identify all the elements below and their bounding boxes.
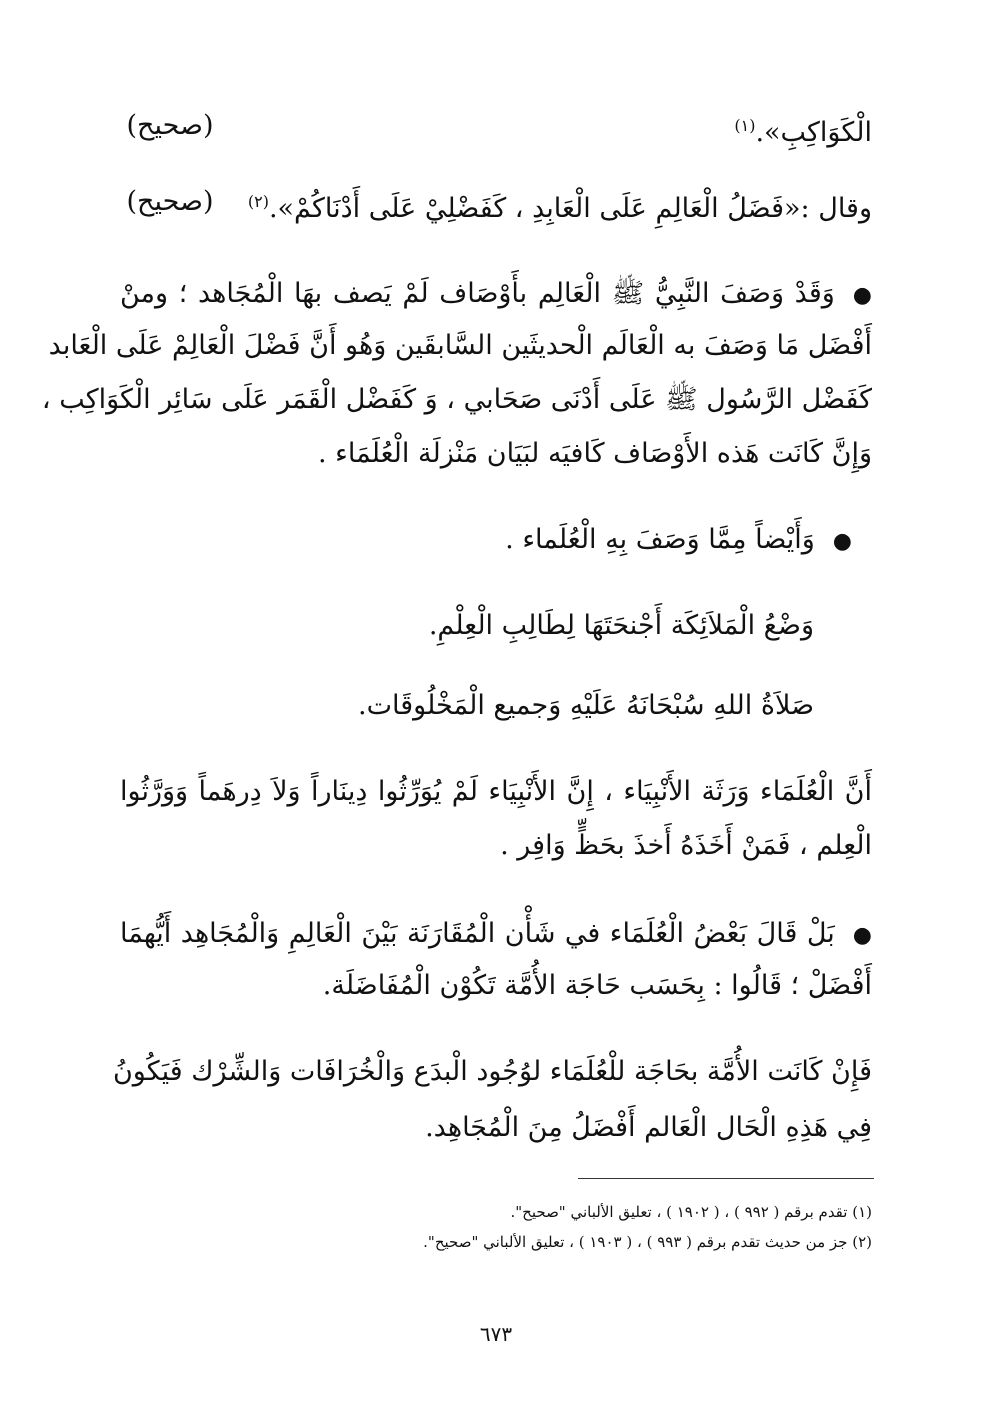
hadith-line-2-text: وقال :«فَضَلُ الْعَالِمِ عَلَى الْعَابِدِ ، كَفَضْلِيْ عَلَى أَدْنَاكُمْ». bbox=[268, 193, 872, 224]
footnote-1: (١) تقدم برقم ( ٩٩٢ ) ، ( ١٩٠٢ ) ، تعليق الألباني "صحيح". bbox=[510, 1203, 872, 1221]
footnote-2: (٢) جز من حديث تقدم برقم ( ٩٩٣ ) ، ( ١٩٠٣ ) ، تعليق الألباني "صحيح". bbox=[423, 1233, 872, 1251]
para2-line: ●وَأَيْضاً مِمَّا وَصَفَ بِهِ الْعُلَماء . bbox=[100, 520, 852, 562]
hadith-line-1-text: الْكَوَاكِبِ». bbox=[755, 117, 872, 148]
para5-line-1: فَإِنْ كَانَت الأُمَّة بحَاجَة للْعُلَمَاء لوُجُود الْبدَع وَالْخُرَافَات وَالشِّرْك فَيَكُونُ bbox=[112, 1056, 872, 1087]
bullet-icon: ● bbox=[852, 283, 872, 308]
para3-line-1: أَنَّ الْعُلَمَاء وَرَثَة الأَنْبِيَاء ، إِنَّ الأَنْبِيَاء لَمْ يُوَرِّثُوا دِينَاراً وَلاَ دِرهَماً وَوَرَّثُوا bbox=[120, 776, 872, 807]
bullet-icon: ● bbox=[852, 923, 872, 948]
para4-line-1: ●بَلْ قَالَ بَعْضُ الْعُلَمَاء في شَأْن الْمُقَارَنَة بَيْنَ الْعَالِمِ وَالْمُجَاهِد أَيُّهمَا bbox=[120, 914, 872, 956]
footnote-ref-2: (٢) bbox=[247, 192, 269, 211]
hadith-line-1 bbox=[120, 106, 872, 153]
footnote-separator bbox=[578, 1178, 874, 1179]
grade-label-2: (صحيح) bbox=[126, 186, 214, 217]
para5-line-2: فِي هَذِهِ الْحَال الْعَالم أَفْضَلُ مِنَ الْمُجَاهِد. bbox=[425, 1112, 872, 1143]
para1-line-1: ●وَقَدْ وَصَفَ النَّبِيُّ ﷺ الْعَالِم بأَوْصَاف لَمْ يَصف بهَا الْمُجَاهد ؛ ومنْ bbox=[120, 274, 872, 316]
bullet-icon: ● bbox=[832, 529, 852, 554]
para1-line-3: كَفَضْل الرَّسُول ﷺ عَلَى أَدْنَى صَحَابي ، وَ كَفَضْل الْقَمَر عَلَى سَائِر الْكَوَاكِب ، bbox=[41, 384, 872, 415]
hadith-line-2 bbox=[120, 182, 872, 229]
list-item-2: صَلاَةُ اللهِ سُبْحَانَهُ عَلَيْهِ وَجميع الْمَخْلُوقَات. bbox=[358, 690, 814, 721]
para3-line-2: الْعِلم ، فَمَنْ أَخَذَهُ أَخذَ بحَظٍّ وَافِر . bbox=[500, 830, 872, 861]
list-item-1: وَضْعُ الْمَلاَئِكَة أَجْنحَتَهَا لِطَالِبِ الْعِلْمِ. bbox=[428, 610, 814, 641]
para1-line-4: وَإِنَّ كَانَت هَذه الأَوْصَاف كَافيَه لبَيَان مَنْزلَة الْعُلَمَاء . bbox=[318, 438, 872, 469]
grade-label-1: (صحيح) bbox=[126, 110, 214, 141]
footnote-ref-1: (١) bbox=[734, 116, 756, 135]
page-number: ٦٧٣ bbox=[479, 1322, 513, 1346]
para4-line-2: أَفْضَلْ ؛ قَالُوا : بِحَسَب حَاجَة الأُمَّة تَكُوْن الْمُفَاضَلَة. bbox=[322, 970, 872, 1001]
para1-line-2: أَفْضَل مَا وَصَفَ به الْعَالَم الْحديثَين السَّابقَين وَهُو أَنَّ فَضْلَ الْعَالِمْ عَلَى الْعَابد bbox=[48, 330, 872, 361]
